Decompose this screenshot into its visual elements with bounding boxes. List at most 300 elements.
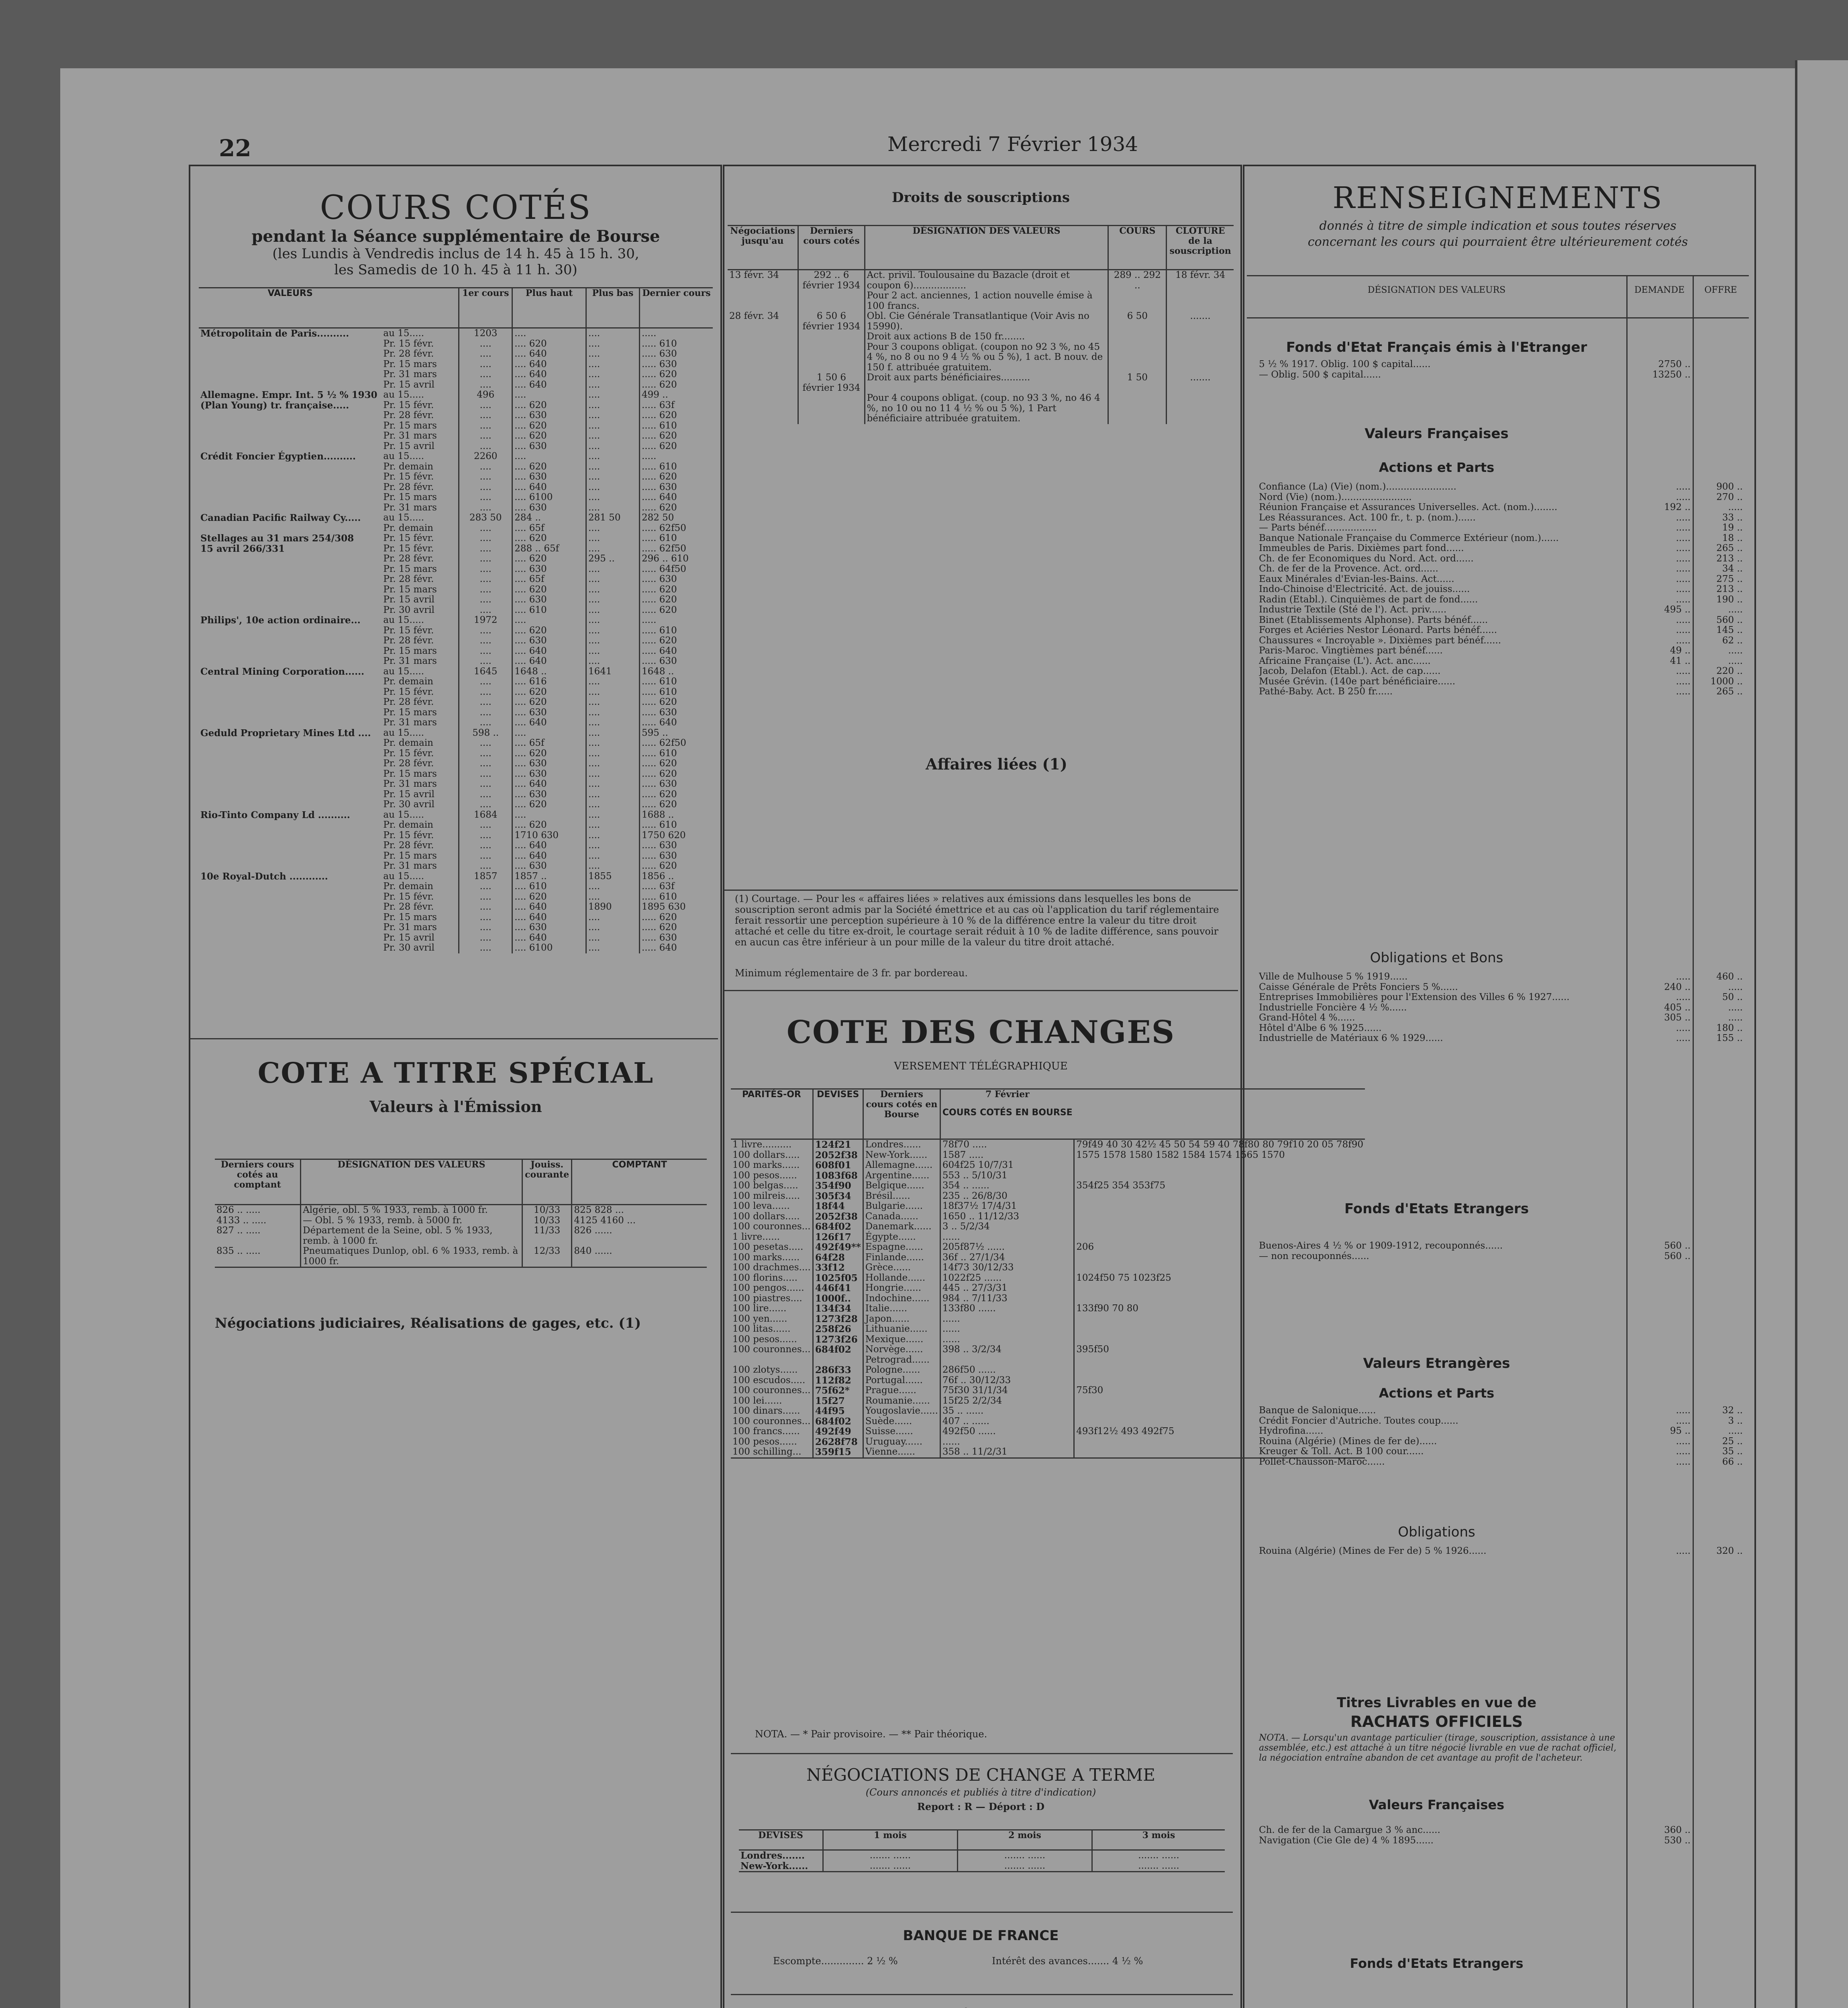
table-cell: ....: [586, 410, 639, 421]
table-cell: Hollande......: [863, 1273, 940, 1284]
table-cell: 1022f25 ......: [940, 1273, 1074, 1284]
table-cell: ....: [459, 902, 512, 912]
table-cell: ..... 64f50: [639, 564, 713, 575]
table-cell: Pr. 15 févr.: [383, 748, 434, 759]
titre-special-title: COTE A TITRE SPÉCIAL: [257, 1056, 654, 1090]
table-cell: ....: [586, 574, 639, 585]
table-cell: ....: [459, 585, 512, 595]
list-cell: 192 ..: [1664, 502, 1691, 512]
table-cell: [1074, 1283, 1365, 1294]
table-cell: Pr. 28 févr.: [383, 349, 434, 359]
table-row: [199, 636, 713, 646]
table-row: [215, 1216, 707, 1226]
table-cell: .... 640: [512, 933, 586, 943]
table-cell: .... 620: [512, 626, 586, 636]
list-cell: .....: [1676, 625, 1691, 635]
table-cell: ....: [586, 831, 639, 841]
list-cell: Paris-Maroc. Vingtièmes part bénéf......: [1259, 646, 1443, 656]
table-cell: ....: [459, 933, 512, 943]
table-cell: ..... 620: [639, 790, 713, 800]
table-cell: 493f12½ 493 492f75: [1074, 1426, 1365, 1437]
table-cell: 826 .. .....: [216, 1205, 261, 1215]
table-cell: ....: [586, 462, 639, 472]
table-cell: .... 6100: [512, 492, 586, 503]
table-cell: .... 610: [512, 882, 586, 892]
table-cell: [1167, 342, 1234, 373]
table-cell: Département de la Seine, obl. 5 % 1933, remb. à 1000 fr.: [301, 1226, 522, 1246]
changes-table: [731, 1088, 1365, 1459]
table-cell: .... 630: [512, 708, 586, 718]
table-cell: ..... 620: [639, 503, 713, 513]
table-row: [199, 800, 713, 810]
table-cell: 289 .. 292 ..: [1108, 270, 1167, 291]
table-cell: Brésil......: [863, 1191, 940, 1202]
table-cell: 1083f68: [813, 1171, 863, 1181]
table-cell: .... 65f: [512, 574, 586, 585]
table-cell: [1074, 1263, 1365, 1273]
list-cell: 495 ..: [1664, 604, 1691, 615]
table-cell: 282 50: [639, 513, 713, 523]
table-cell: — Obl. 5 % 1933, remb. à 5000 fr.: [301, 1216, 522, 1226]
table-cell: ..... 610: [639, 339, 713, 349]
table-cell: .... 630: [512, 410, 586, 421]
table-row: [199, 861, 713, 871]
col-header-dernier-cours: Dernier cours: [639, 288, 713, 328]
table-cell: ..... 630: [639, 359, 713, 370]
table-cell: ....: [586, 533, 639, 544]
table-row: [728, 373, 1234, 393]
table-cell: [731, 1355, 813, 1365]
list-cell: 213 ..: [1716, 584, 1743, 594]
rens-header-bottom: [1247, 317, 1749, 318]
table-cell: ..... 620: [639, 922, 713, 933]
list-cell: 145 ..: [1716, 625, 1743, 635]
table-cell: 2628f78: [813, 1437, 863, 1447]
table-cell: [199, 882, 381, 892]
table-cell: 124f21: [813, 1139, 863, 1150]
table-cell: Yougoslavie......: [863, 1406, 940, 1416]
table-cell: 100 couronnes...: [732, 1385, 811, 1396]
table-cell: ..... 620: [639, 380, 713, 390]
table-cell: [1167, 393, 1234, 424]
table-cell: Pr. 28 févr.: [383, 482, 434, 492]
cours-cotes-section: [197, 189, 715, 278]
list-item: [1259, 584, 1745, 595]
list-cell: Forges et Aciéries Nestor Léonard. Parts bénéf......: [1259, 625, 1497, 635]
table-cell: ....: [586, 738, 639, 749]
table-cell: [199, 462, 381, 472]
table-cell: 126f17: [813, 1232, 863, 1243]
table-cell: [199, 595, 381, 605]
table-cell: 79f49 40 30 42½ 45 50 54 59 40 78f80 80 79f10 20 05 78f90: [1074, 1139, 1365, 1150]
table-cell: 100 drachmes....: [732, 1262, 811, 1273]
table-row: [199, 790, 713, 800]
divider: [190, 1038, 718, 1039]
table-cell: Allemagne. Empr. Int. 5 ½ % 1930: [200, 390, 377, 400]
table-cell: 44f95: [813, 1406, 863, 1416]
table-cell: ....... ......: [957, 1861, 1092, 1872]
list-cell: .....: [1676, 533, 1691, 543]
table-cell: 100 milreis.....: [732, 1190, 800, 1201]
table-cell: 100 piastres....: [732, 1293, 802, 1304]
table-cell: 10/33: [522, 1205, 571, 1216]
list-cell: Grand-Hôtel 4 %......: [1259, 1013, 1355, 1023]
table-cell: Prague......: [863, 1386, 940, 1396]
table-cell: 354 .. ......: [940, 1181, 1074, 1191]
table-cell: 1650 .. 11/12/33: [940, 1212, 1074, 1222]
table-cell: ..... 620: [639, 697, 713, 708]
table-cell: .... 630: [512, 595, 586, 605]
table-cell: Pour 2 act. anciennes, 1 action nouvelle émise à 100 francs.: [865, 291, 1108, 311]
table-cell: [199, 421, 381, 431]
list-item: [1259, 574, 1745, 585]
table-cell: ....: [459, 820, 512, 831]
table-cell: ....: [512, 451, 586, 462]
list-cell: 19 ..: [1722, 522, 1743, 533]
table-cell: ....: [459, 749, 512, 759]
table-row: [199, 831, 713, 841]
table-cell: Philips', 10e action ordinaire...: [200, 615, 361, 626]
table-row: [199, 513, 713, 523]
rens-header-designation: DÉSIGNATION DES VALEURS: [1367, 285, 1506, 295]
table-cell: 10/33: [522, 1216, 571, 1226]
list-cell: — non recouponnés......: [1259, 1251, 1369, 1261]
table-cell: .... 630: [512, 790, 586, 800]
terme-report: Report : R — Déport : D: [917, 1801, 1044, 1812]
list-item: [1259, 677, 1745, 687]
table-cell: 684f02: [813, 1222, 863, 1232]
list-cell: 18 ..: [1722, 533, 1743, 543]
table-cell: [199, 851, 381, 861]
table-cell: Italie......: [863, 1304, 940, 1314]
table-cell: 134f34: [813, 1304, 863, 1314]
table-cell: 358 .. 11/2/31: [940, 1447, 1074, 1458]
table-cell: 1972: [459, 615, 512, 626]
table-cell: ......: [940, 1437, 1074, 1447]
table-cell: 296 .. 610: [639, 554, 713, 564]
table-cell: ..... 620: [639, 472, 713, 482]
list-cell: Pollet-Chausson-Maroc......: [1259, 1457, 1385, 1467]
table-cell: 407 .. ......: [940, 1416, 1074, 1427]
table-cell: Portugal......: [863, 1375, 940, 1386]
list-cell: Chaussures « Incroyable ». Dixièmes part bénéf......: [1259, 635, 1501, 646]
list-cell: Eaux Minérales d'Evian-les-Bains. Act......: [1259, 574, 1454, 584]
table-cell: ..... 610: [639, 626, 713, 636]
table-row: [731, 1222, 1365, 1232]
table-cell: 100 dollars.....: [732, 1149, 800, 1160]
table-cell: Pr. 30 avril: [383, 943, 434, 953]
table-cell: 100 pesos......: [732, 1436, 797, 1447]
terme-header-devises: DEVISES: [758, 1830, 803, 1841]
table-cell: [1074, 1335, 1365, 1345]
table-cell: ....: [586, 564, 639, 575]
table-cell: ..... 610: [639, 421, 713, 431]
table-cell: 1587 .....: [940, 1150, 1074, 1161]
table-cell: 984 .. 7/11/33: [940, 1294, 1074, 1304]
list-cell: Entreprises Immobilières pour l'Extension des Villes 6 % 1927......: [1259, 992, 1570, 1002]
table-cell: Pr. 15 avril: [383, 441, 434, 451]
list-cell: Banque Nationale Française du Commerce Extérieur (nom.)......: [1259, 533, 1559, 543]
table-cell: Pr. 31 mars: [383, 656, 437, 666]
table-cell: [199, 410, 381, 421]
ve-actions-parts-heading: Actions et Parts: [1379, 1386, 1495, 1401]
list-cell: .....: [1728, 604, 1743, 615]
table-cell: ....: [586, 943, 639, 953]
table-cell: au 15.....: [383, 390, 424, 400]
table-cell: Pr. 15 févr.: [383, 891, 434, 902]
table-cell: ..... 610: [639, 533, 713, 544]
table-cell: ....: [459, 554, 512, 564]
rens-header-demande: DEMANDE: [1634, 285, 1685, 295]
table-cell: ....: [459, 503, 512, 513]
ds-header-designation: DÉSIGNATION DES VALEURS: [865, 226, 1108, 270]
table-cell: 28 févr. 34: [729, 311, 779, 321]
table-cell: 10e Royal-Dutch ............: [200, 871, 328, 882]
table-cell: [199, 380, 381, 390]
list-cell: .....: [1676, 1456, 1691, 1467]
table-cell: ....: [586, 615, 639, 626]
list-cell: .....: [1676, 482, 1691, 492]
table-cell: [813, 1355, 863, 1365]
terme-table: [739, 1829, 1225, 1872]
list-cell: .....: [1676, 584, 1691, 594]
list-cell: Banque de Salonique......: [1259, 1406, 1376, 1416]
table-row: [199, 472, 713, 482]
table-cell: ....: [586, 861, 639, 871]
table-cell: Pour 3 coupons obligat. (coupon no 92 3 %, no 45 4 %, no 8 ou no 9 4 ½ % ou 5 %), 1 act. B nouv. de 150 f. attribuée gratuitem.: [865, 342, 1108, 373]
table-cell: Pr. demain: [383, 461, 433, 472]
table-cell: [798, 332, 865, 342]
table-cell: ....: [459, 656, 512, 667]
list-cell: 95 ..: [1670, 1426, 1691, 1436]
table-cell: Pr. 15 févr.: [383, 543, 434, 554]
list-cell: Ch. de fer de la Provence. Act. ord......: [1259, 564, 1438, 574]
table-cell: ....: [459, 882, 512, 892]
table-cell: [199, 656, 381, 667]
table-cell: ....: [586, 482, 639, 493]
ve-obligations-list: [1259, 1546, 1745, 1557]
table-cell: ..... 630: [639, 482, 713, 493]
list-cell: .....: [1676, 971, 1691, 982]
table-cell: Pour 4 coupons obligat. (coup. no 93 3 %, no 46 4 %, no 10 ou no 11 4 ½ % ou 5 %), 1 Part bénéficiaire attribuée gratuitem.: [865, 393, 1108, 424]
chg-header-date: 7 Février: [985, 1089, 1030, 1100]
table-cell: ....: [586, 810, 639, 820]
table-cell: Pr. 15 mars: [383, 492, 437, 502]
list-item: [1259, 1457, 1745, 1467]
table-cell: [199, 369, 381, 380]
rachats-heading2: RACHATS OFFICIELS: [1350, 1713, 1523, 1730]
table-cell: ....: [459, 861, 512, 871]
table-cell: Algérie, obl. 5 % 1933, remb. à 1000 fr.: [301, 1205, 522, 1216]
list-cell: Caisse Générale de Prêts Fonciers 5 %......: [1259, 982, 1458, 992]
table-cell: 133f80 ......: [940, 1304, 1074, 1314]
table-cell: ....: [459, 380, 512, 390]
table-row: [199, 523, 713, 534]
table-cell: 445 .. 27/3/31: [940, 1283, 1074, 1294]
table-cell: [199, 831, 381, 841]
courtage-divider: [724, 890, 1238, 891]
table-row: [199, 574, 713, 585]
list-cell: 900 ..: [1716, 482, 1743, 492]
table-cell: Pr. 28 févr.: [383, 553, 434, 564]
table-cell: ....: [459, 431, 512, 441]
table-cell: Pr. 28 févr.: [383, 410, 434, 420]
list-cell: 213 ..: [1716, 553, 1743, 564]
table-cell: ......: [940, 1314, 1074, 1324]
table-row: [199, 922, 713, 933]
chg-header-cours-cotes: COURS COTÉS EN BOURSE: [942, 1108, 1073, 1118]
table-cell: ....: [586, 922, 639, 933]
table-cell: .... 630: [512, 441, 586, 452]
table-cell: Norvège......: [863, 1345, 940, 1355]
table-cell: .... 620: [512, 697, 586, 708]
table-cell: ....: [459, 831, 512, 841]
table-cell: 608f01: [813, 1160, 863, 1171]
table-cell: 36f .. 27/1/34: [940, 1253, 1074, 1263]
banque-escompte: Escompte.............. 2 ½ %: [773, 1955, 898, 1967]
ds-header-negociations: Négociations jusqu'au: [730, 226, 795, 246]
table-cell: 205f87½ ......: [940, 1242, 1074, 1253]
table-cell: .... 640: [512, 482, 586, 493]
table-cell: 35 .. ......: [940, 1406, 1074, 1416]
table-cell: 235 .. 26/8/30: [940, 1191, 1074, 1202]
list-item: [1259, 666, 1745, 677]
table-cell: ....: [459, 482, 512, 493]
renseignements-title: RENSEIGNEMENTS: [1332, 181, 1663, 215]
table-row: [731, 1335, 1365, 1345]
table-row: [199, 410, 713, 421]
list-cell: 180 ..: [1716, 1022, 1743, 1033]
table-cell: Droit aux parts bénéficiaires..........: [865, 373, 1108, 393]
table-cell: 1 livre..........: [732, 1139, 792, 1150]
table-row: [199, 728, 713, 739]
list-cell: 34 ..: [1722, 563, 1743, 574]
table-cell: ....: [586, 451, 639, 462]
table-cell: .... 620: [512, 820, 586, 831]
table-cell: ....... ......: [823, 1861, 958, 1872]
table-cell: ....: [586, 585, 639, 595]
list-cell: 5 ½ % 1917. Oblig. 100 $ capital......: [1259, 359, 1431, 369]
cours-cotes-title: COURS COTÉS: [320, 189, 592, 227]
table-cell: [1074, 1324, 1365, 1335]
table-cell: ..... 640: [639, 646, 713, 657]
table-cell: 1641: [586, 667, 639, 677]
table-cell: Pr. 15 avril: [383, 594, 434, 605]
table-cell: .... 630: [512, 861, 586, 871]
table-cell: [1167, 332, 1234, 342]
table-cell: ....: [459, 943, 512, 953]
table-cell: Pr. 28 févr.: [383, 758, 434, 769]
table-row: [728, 393, 1234, 424]
table-row: [215, 1205, 707, 1216]
list-item: [1259, 1426, 1745, 1437]
table-cell: ..... 610: [639, 462, 713, 472]
table-cell: ....: [586, 646, 639, 657]
table-cell: Pr. 15 févr.: [383, 830, 434, 841]
table-cell: [199, 779, 381, 790]
list-cell: 265 ..: [1716, 686, 1743, 697]
list-cell: 1000 ..: [1710, 676, 1743, 687]
table-cell: 496: [459, 390, 512, 400]
cours-cotes-table: [199, 287, 713, 953]
list-cell: .....: [1676, 573, 1691, 584]
table-cell: 64f28: [813, 1253, 863, 1263]
table-row: [731, 1324, 1365, 1335]
table-cell: [199, 912, 381, 923]
table-cell: ....: [459, 595, 512, 605]
table-cell: Danemark......: [863, 1222, 940, 1232]
table-cell: ..... 620: [639, 369, 713, 380]
table-cell: 78f70 .....: [940, 1139, 1074, 1150]
table-cell: 1688 ..: [639, 810, 713, 820]
table-cell: 1024f50 75 1023f25: [1074, 1273, 1365, 1284]
table-cell: ....: [586, 636, 639, 646]
list-cell: 50 ..: [1722, 992, 1743, 1002]
changes-subtitle: VERSEMENT TÉLÉGRAPHIQUE: [894, 1060, 1068, 1072]
table-cell: ....: [459, 779, 512, 790]
table-cell: ..... 62f50: [639, 738, 713, 749]
table-cell: 100 pesos......: [732, 1334, 797, 1345]
table-row: [199, 503, 713, 513]
table-row: [731, 1273, 1365, 1284]
table-cell: Pr. 15 mars: [383, 707, 437, 718]
list-item: [1259, 502, 1745, 513]
fonds-etrangers-heading: Fonds d'Etats Etrangers: [1344, 1201, 1529, 1217]
list-item: [1259, 492, 1745, 503]
table-cell: ....: [586, 790, 639, 800]
list-cell: Jacob, Delafon (Etabl.). Act. de cap......: [1259, 666, 1441, 676]
table-cell: Allemagne......: [863, 1160, 940, 1171]
table-cell: Métropolitain de Paris..........: [200, 328, 349, 339]
list-cell: 560 ..: [1664, 1241, 1691, 1251]
table-cell: ....: [459, 738, 512, 749]
table-cell: 395f50: [1074, 1345, 1365, 1355]
table-cell: ....: [459, 400, 512, 411]
table-cell: .... 630: [512, 922, 586, 933]
table-cell: Pr. 15 févr.: [383, 686, 434, 697]
table-cell: ..... 62f50: [639, 523, 713, 534]
list-cell: .....: [1728, 1426, 1743, 1436]
table-cell: 292 .. 6 février 1934: [798, 270, 865, 291]
table-cell: 75f30 31/1/34: [940, 1386, 1074, 1396]
table-cell: Pr. 15 avril: [383, 789, 434, 800]
list-cell: Industrielle Foncière 4 ½ %......: [1259, 1002, 1407, 1013]
banque-title: BANQUE DE FRANCE: [903, 1928, 1059, 1944]
table-cell: [728, 393, 798, 424]
table-cell: ....: [586, 841, 639, 851]
list-cell: 360 ..: [1664, 1825, 1691, 1835]
list-cell: Indo-Chinoise d'Electricité. Act. de jouiss......: [1259, 584, 1470, 594]
table-row: [199, 441, 713, 452]
rachats-nota: NOTA. — Lorsqu'un avantage particulier (tirage, souscription, assistance à une assemblée, etc.) est attaché à un titre négocié livrable en vue de rachat officiel, la négociation entraîne abandon de cet avantage au profit de l'acheteur.: [1259, 1733, 1617, 1763]
list-cell: .....: [1728, 502, 1743, 512]
list-cell: .....: [1676, 522, 1691, 533]
table-cell: Lithuanie......: [863, 1324, 940, 1335]
table-cell: .... 640: [512, 656, 586, 667]
table-cell: Act. privil. Toulousaine du Bazacle (droit et coupon 6)..................: [865, 270, 1108, 291]
list-cell: 35 ..: [1722, 1446, 1743, 1457]
table-cell: .... 640: [512, 380, 586, 390]
table-cell: [199, 687, 381, 698]
table-cell: Pr. 28 févr.: [383, 697, 434, 707]
cours-cotes-subtitle: pendant la Séance supplémentaire de Bourse: [251, 227, 660, 246]
ts-header-comptant: COMPTANT: [572, 1159, 707, 1205]
table-cell: Pr. 15 févr.: [383, 400, 434, 410]
terme-header-3-mois: 3 mois: [1092, 1830, 1225, 1850]
table-cell: 206: [1074, 1242, 1365, 1253]
table-cell: [199, 482, 381, 493]
chg-header-devises: DEVISES: [813, 1089, 863, 1139]
